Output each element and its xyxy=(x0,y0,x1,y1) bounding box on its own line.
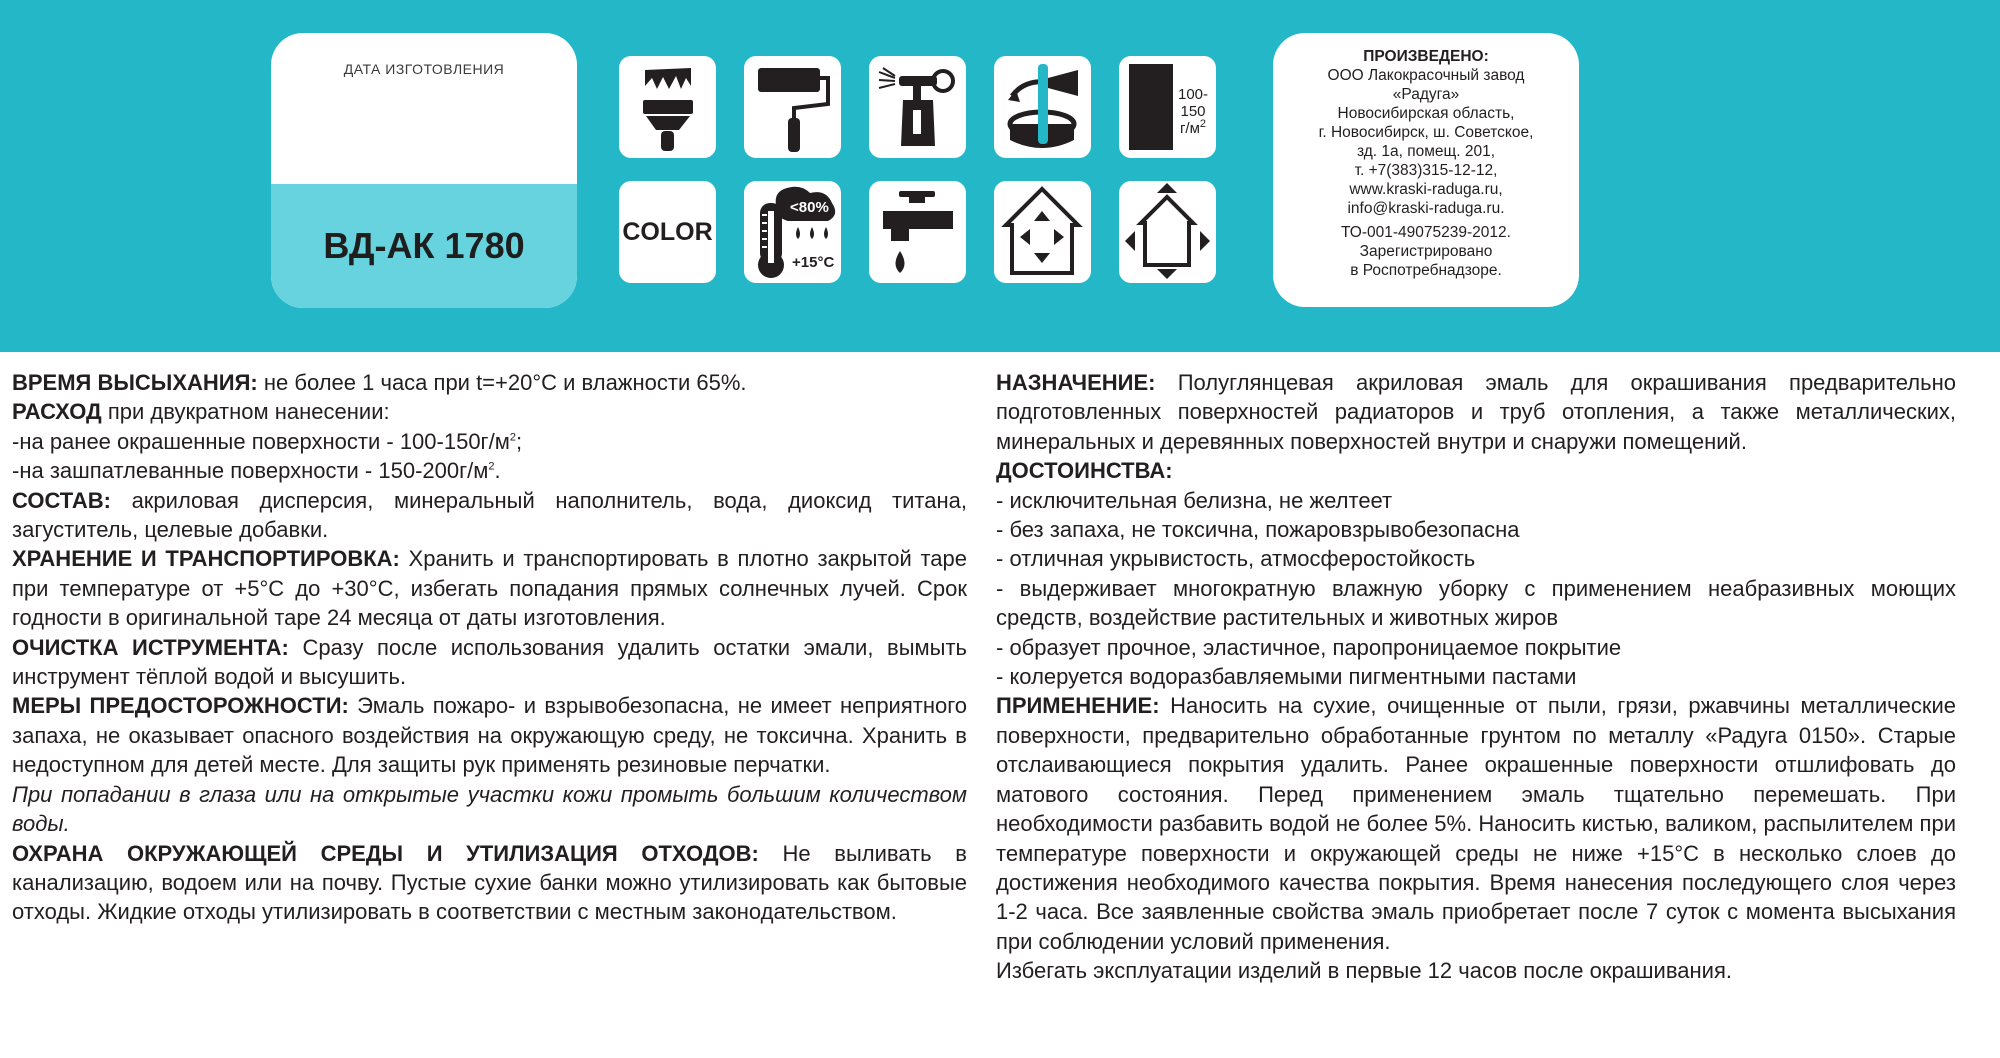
storage-paragraph xyxy=(12,544,967,632)
color-tinting-icon xyxy=(619,181,716,283)
producer-info-card xyxy=(1273,33,1579,307)
advantage-item: - колеруется водоразбавляемыми пигментными пастами xyxy=(996,664,1577,690)
drying-time-heading: ВРЕМЯ ВЫСЫХАНИЯ: xyxy=(12,370,258,395)
avoid-use-note: Избегать эксплуатации изделий в первые 12 часов после окрашивания. xyxy=(996,958,1732,984)
coverage-icon xyxy=(1119,56,1216,158)
left-text-column xyxy=(12,368,967,927)
application-paragraph xyxy=(996,691,1956,956)
coverage-unit-sup: 2 xyxy=(1199,118,1207,130)
spray-gun-icon xyxy=(869,56,966,158)
color-label: COLOR xyxy=(622,217,713,246)
environment-paragraph xyxy=(12,839,967,927)
manufacture-date-card xyxy=(271,33,577,308)
advantage-item: - без запаха, не токсична, пожаровзрывобезопасна xyxy=(996,517,1520,543)
wash-tools-water-icon xyxy=(869,181,966,283)
coverage-rate-text xyxy=(1173,86,1213,137)
producer-building: зд. 1а, помещ. 201, xyxy=(1356,143,1496,160)
producer-email: info@kraski-raduga.ru. xyxy=(1347,200,1505,217)
producer-authority: в Роспотребнадзоре. xyxy=(1350,262,1502,279)
storage-text: Хранить и транспортировать в плотно закрытой таре при температуре от +5°C до +30°C, избегать попадания прямых солнечных лучей. Срок годности в оригинальной таре 24 месяца от даты изготовления. xyxy=(12,546,968,631)
purpose-heading: НАЗНАЧЕНИЕ: xyxy=(996,370,1156,395)
tool-cleaning-heading: ОЧИСТКА ИСТРУМЕНТА: xyxy=(12,634,289,660)
outdoor-use-icon xyxy=(1119,181,1216,283)
consumption-heading: РАСХОД xyxy=(12,399,102,425)
product-name-box xyxy=(271,184,577,308)
advantages-heading: ДОСТОИНСТВА: xyxy=(996,458,1173,484)
humidity-label: <80% xyxy=(790,199,829,216)
producer-region: Новосибирская область, xyxy=(1337,105,1515,122)
producer-phone: т. +7(383)315-12-12, xyxy=(1354,162,1498,179)
application-text: Наносить на сухие, очищенные от пыли, грязи, ржавчины металлические поверхности, предварительно обработанные грунтом по металлу «Радуга 0150». Старые отслаивающиеся покрытия удалить. Ранее окрашенные поверхности отшлифовать до матового состояния. Перед применением эмаль тщательно перемешать. При необходимости разбавить водой не более 5%. Наносить кистью, валиком, распылителем при температуре поверхности и окружающей среды не ниже +15°C в несколько слоев до достижения необходимого качества покрытия. Время нанесения последующего слоя через 1-2 часа. Все заявленные свойства эмаль приобретает после 7 суток с момента высыхания при соблюдении условий применения. xyxy=(996,693,1956,954)
consumption-painted-line: -на ранее окрашенные поверхности - $100-150г/м^2$; xyxy=(12,428,523,454)
coverage-range-line1: 100- xyxy=(1177,86,1209,103)
storage-heading: ХРАНЕНИЕ И ТРАНСПОРТИРОВКА: xyxy=(12,546,400,572)
coverage-unit: г/м xyxy=(1179,120,1200,137)
application-heading: ПРИМЕНЕНИЕ: xyxy=(996,693,1160,719)
advantage-item: - отличная укрывистость, атмосферостойкость xyxy=(996,546,1476,572)
safety-text: Эмаль пожаро- и взрывобезопасна, не имеет неприятного запаха, не оказывает опасного воздействия на окружающую среду, не токсична. Хранить в недоступном для детей месте. Для защиты рук применять резиновые перчатки. xyxy=(12,693,967,778)
temperature-label: +15°C xyxy=(792,254,835,271)
manufacture-date-label: ДАТА ИЗГОТОВЛЕНИЯ xyxy=(343,61,505,77)
purpose-paragraph xyxy=(996,368,1956,456)
environment-text: Не выливать в канализацию, водоем или на почву. Пустые сухие банки можно утилизировать как бытовые отходы. Жидкие отходы утилизировать в соответствии с местным законодательством. xyxy=(12,840,967,925)
producer-website: www.kraski-raduga.ru, xyxy=(1349,181,1503,198)
consumption-paragraph xyxy=(12,397,967,426)
brush-icon xyxy=(619,56,716,158)
tool-cleaning-paragraph xyxy=(12,633,967,692)
advantage-item: - исключительная белизна, не желтеет xyxy=(996,487,1393,513)
safety-paragraph xyxy=(12,691,967,779)
coverage-range-line2: 150 xyxy=(1180,103,1206,120)
mixing-stirrer-icon xyxy=(994,56,1091,158)
consumption-text: при двукратном нанесении: xyxy=(101,399,390,425)
environment-heading: ОХРАНА ОКРУЖАЮЩЕЙ СРЕДЫ И УТИЛИЗАЦИЯ ОТХОДОВ: xyxy=(12,840,759,866)
advantage-item: - образует прочное, эластичное, паропроницаемое покрытие xyxy=(996,634,1622,660)
drying-time-paragraph xyxy=(12,368,967,397)
drying-time-text: не более 1 часа при t=+20°C и влажности 65%. xyxy=(257,370,747,395)
roller-icon xyxy=(744,56,841,158)
producer-standard: ТО-001-49075239-2012. xyxy=(1341,224,1511,241)
safety-heading: МЕРЫ ПРЕДОСТОРОЖНОСТИ: xyxy=(12,693,349,719)
producer-title: ПРОИЗВЕДЕНО: xyxy=(1363,48,1489,65)
advantages-heading-line xyxy=(996,456,1956,485)
composition-heading: СОСТАВ: xyxy=(12,487,111,513)
right-text-column xyxy=(996,368,1956,986)
producer-address: г. Новосибирск, ш. Советское, xyxy=(1318,124,1534,141)
tool-cleaning-text: Сразу после использования удалить остатки эмали, вымыть инструмент тёплой водой и высушить. xyxy=(12,634,967,690)
producer-company: ООО Лакокрасочный завод xyxy=(1327,67,1525,84)
composition-paragraph xyxy=(12,486,967,545)
product-name: ВД-АК 1780 xyxy=(323,225,525,266)
composition-text: акриловая дисперсия, минеральный наполнитель, вода, диоксид титана, загуститель, целевые добавки. xyxy=(12,487,967,543)
purpose-text: Полуглянцевая акриловая эмаль для окрашивания предварительно подготовленных поверхностей радиаторов и труб отопления, а также металлических, минеральных и деревянных поверхностей внутри и снаружи помещений. xyxy=(996,370,1956,454)
indoor-use-icon xyxy=(994,181,1091,283)
producer-brand: «Радуга» xyxy=(1392,86,1460,103)
advantage-item: - выдерживает многократную влажную уборку с применением неабразивных моющих средств, воздействие растительных и животных жиров xyxy=(996,575,1956,631)
producer-registered: Зарегистрировано xyxy=(1359,243,1493,260)
consumption-puttied-line: -на зашпатлеванные поверхности - $150-200г/м^2$. xyxy=(12,458,501,484)
humidity-temperature-icon xyxy=(744,181,841,283)
safety-eyes-note: При попадании в глаза или на открытые участки кожи промыть большим количеством воды. xyxy=(12,781,967,837)
